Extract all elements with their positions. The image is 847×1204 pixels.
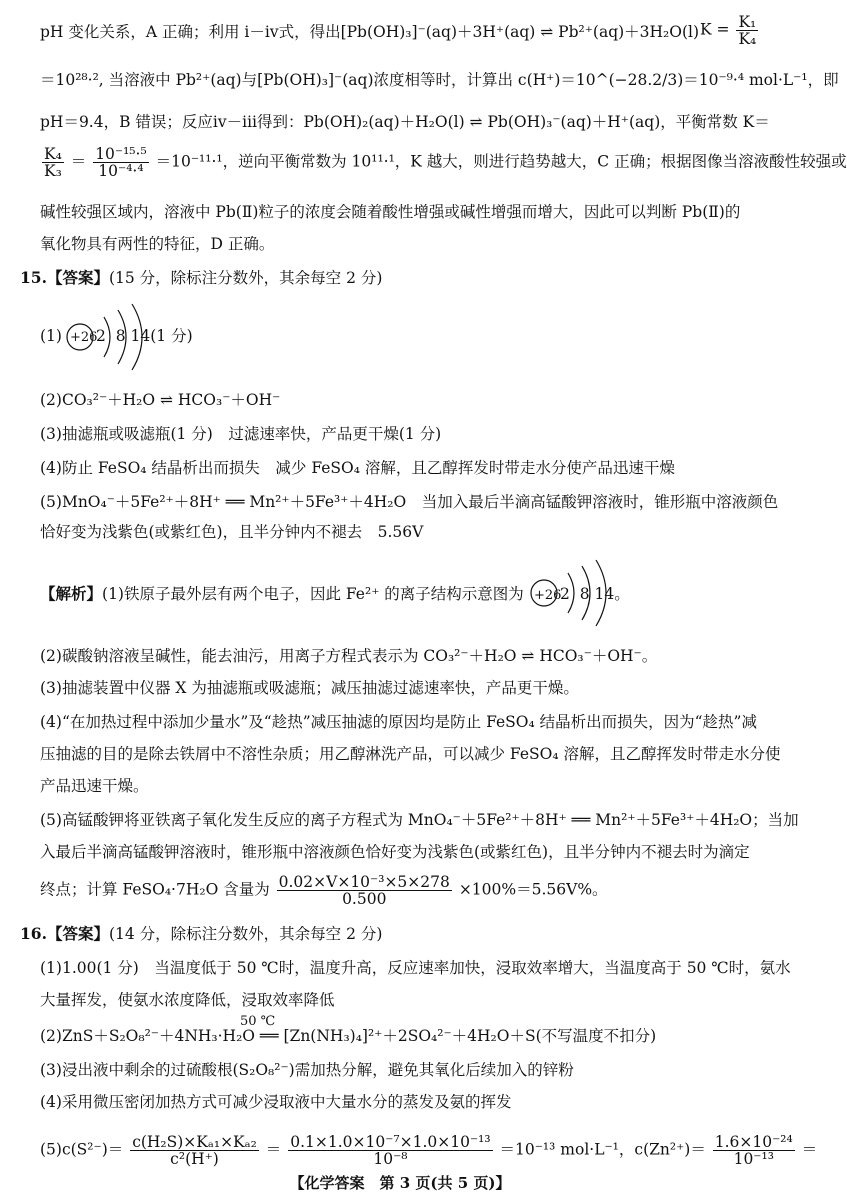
k-expression: K = $\frac{\text{K₁}}{\text{K₄}}$ bbox=[700, 13, 757, 48]
explanation-4c: 产品迅速干燥。 bbox=[40, 777, 149, 795]
text-line-2: ＝10²⁸·², 当溶液中 Pb²⁺(aq)与[Pb(OH)₃]⁻(aq)浓度相等时，计算出 c(H⁺)＝10^(−28.2/3)＝10⁻⁹·⁴ mol·L⁻¹，即 bbox=[40, 71, 839, 89]
content-fraction: $\frac{\text{0.02×V×10⁻³×5×278}}{0.500}$ bbox=[278, 873, 450, 908]
explanation-4b: 压抽滤的目的是除去铁屑中不溶性杂质；用乙醇淋洗产品，可以减少 FeSO₄ 溶解，且乙醇挥发时带走水分使 bbox=[40, 745, 781, 763]
j1-shells: 2 8 14。 bbox=[560, 585, 630, 603]
answer-16-3: (3)浸出液中剩余的过硫酸根(S₂O₈²⁻)需加热分解，避免其氧化后续加入的锌粉 bbox=[40, 1061, 574, 1079]
answer-5-cont: 恰好变为浅紫色(或紫红色)，且半分钟内不褪去 5.56V bbox=[40, 523, 424, 541]
explanation-1: 【解析】(1)铁原子最外层有两个电子，因此 Fe²⁺ 的离子结构示意图为 bbox=[40, 584, 524, 603]
answer-1: (1) bbox=[40, 327, 62, 345]
sulfide-value-fraction: $\frac{\text{0.1×1.0×10⁻⁷×1.0×10⁻¹³}}{\text{10⁻⁸}}$ bbox=[290, 1133, 491, 1168]
equation-text: pH 变化关系，A 正确；利用 ⅰ－ⅳ式，得出[Pb(OH)₃]⁻(aq)＋3H⁺(aq) ⇌ Pb²⁺(aq)＋3H₂O(l) bbox=[40, 23, 700, 41]
page-footer: 【化学答案 第 3 页(共 5 页)】 bbox=[289, 1174, 511, 1192]
text-line-3: pH＝9.4，B 错误；反应ⅳ－ⅲ得到：Pb(OH)₂(aq)＋H₂O(l) ⇌ Pb(OH)₃⁻(aq)＋H⁺(aq)，平衡常数 K＝ bbox=[40, 113, 770, 131]
zinc-fraction: $\frac{\text{1.6×10⁻²⁴}}{\text{10⁻¹³}}$ bbox=[714, 1133, 793, 1168]
explanation-5b: 入最后半滴高锰酸钾溶液时，锥形瓶中溶液颜色恰好变为浅紫色(或紫红色)，且半分钟内不褪去时为滴定 bbox=[40, 843, 750, 861]
answer-16-1a: (1)1.00(1 分) 当温度低于 50 ℃时，温度升高，反应速率加快，浸取效率增大，当温度高于 50 ℃时，氨水 bbox=[40, 959, 791, 977]
answer-2: (2)CO₃²⁻＋H₂O ⇌ HCO₃⁻＋OH⁻ bbox=[40, 391, 281, 409]
sulfide-fraction: $\frac{\text{c(H₂S)×Kₐ₁×Kₐ₂}}{\text{c²(H⁺)}}$ bbox=[132, 1133, 257, 1168]
reaction-condition: 50 ℃ bbox=[240, 1014, 276, 1029]
question-16-header: 16.【答案】(14 分，除标注分数外，其余每空 2 分) bbox=[20, 924, 383, 943]
explanation-2: (2)碳酸钠溶液呈碱性，能去油污，用离子方程式表示为 CO₃²⁻＋H₂O ⇌ HCO₃⁻＋OH⁻。 bbox=[40, 647, 658, 665]
k-fraction: $\frac{\text{K₁}}{\text{K₄}}$ bbox=[738, 13, 757, 48]
text-line-1 bbox=[40, 22, 699, 42]
text-line-4: $\frac{\text{K₄}}{\text{K₃}}$ ＝ $\frac{\text{10⁻¹⁵·⁵}}{\text{10⁻⁴·⁴}}$ ＝10⁻¹¹·¹，逆向平衡常数为 10¹¹·¹，K 越大，则进行趋势越大，C 正确；根据图像当溶液酸性较强或 bbox=[44, 145, 847, 180]
explanation-3: (3)抽滤装置中仪器 X 为抽滤瓶或吸滤瓶；减压抽滤过滤速率快，产品更干燥。 bbox=[40, 679, 579, 697]
k4-over-k3: $\frac{\text{K₄}}{\text{K₃}}$ bbox=[44, 145, 62, 180]
j1-nucleus: +26 bbox=[534, 588, 562, 603]
text-line-5: 碱性较强区域内，溶液中 Pb(Ⅱ)粒子的浓度会随着酸性增强或碱性增强而增大，因此可以判断 Pb(Ⅱ)的 bbox=[40, 203, 741, 221]
explanation-4a: (4)“在加热过程中添加少量水”及“趁热”减压抽滤的原因均是防止 FeSO₄ 结晶析出而损失，因为“趁热”减 bbox=[40, 713, 757, 731]
text-line-6: 氧化物具有两性的特征，D 正确。 bbox=[40, 235, 275, 253]
answer-16-4: (4)采用微压密闭加热方式可减少浸取液中大量水分的蒸发及氨的挥发 bbox=[40, 1093, 512, 1111]
question-15-header: 15.【答案】(15 分，除标注分数外，其余每空 2 分) bbox=[20, 268, 383, 287]
explanation-5a: (5)高锰酸钾将亚铁离子氧化发生反应的离子方程式为 MnO₄⁻＋5Fe²⁺＋8H⁺ ══ Mn²⁺＋5Fe³⁺＋4H₂O；当加 bbox=[40, 811, 799, 829]
answer-16-1b: 大量挥发，使氨水浓度降低，浸取效率降低 bbox=[40, 991, 335, 1009]
answer-5: (5)MnO₄⁻＋5Fe²⁺＋8H⁺ ══ Mn²⁺＋5Fe³⁺＋4H₂O 当加入最后半滴高锰酸钾溶液时，锥形瓶中溶液颜色 bbox=[40, 493, 779, 511]
answer-4: (4)防止 FeSO₄ 结晶析出而损失 减少 FeSO₄ 溶解，且乙醇挥发时带走水分使产品迅速干燥 bbox=[40, 459, 675, 477]
answer-16-5: (5)c(S²⁻)＝ $\frac{\text{c(H₂S)×Kₐ₁×Kₐ₂}}{\text{c²(H⁺)}}$ ＝ $\frac{\text{0.1×1.0×10⁻⁷×1.0×10⁻¹³}}{\text{10⁻⁸}}$ ＝10⁻¹³ mol·L⁻¹，c(Zn²⁺)＝ $\frac{\text{1.6×10⁻²⁴}}{\text{10⁻¹³}}$ ＝ bbox=[40, 1133, 818, 1168]
explanation-5c: 终点；计算 FeSO₄·7H₂O 含量为 $\frac{\text{0.02×V×10⁻³×5×278}}{0.500}$ ×100%＝5.56V%。 bbox=[40, 873, 608, 908]
answer-3: (3)抽滤瓶或吸滤瓶(1 分) 过滤速率快，产品更干燥(1 分) bbox=[40, 425, 442, 443]
k-value-fraction: $\frac{\text{10⁻¹⁵·⁵}}{\text{10⁻⁴·⁴}}$ bbox=[95, 145, 147, 180]
a1-nucleus: +26 bbox=[70, 330, 98, 345]
a1-shells: 2 8 14(1 分) bbox=[96, 327, 193, 345]
answer-16-2: (2)ZnS＋S₂O₈²⁻＋4NH₃·H₂O ══ [Zn(NH₃)₄]²⁺＋2SO₄²⁻＋4H₂O＋S(不写温度不扣分) bbox=[40, 1027, 657, 1045]
